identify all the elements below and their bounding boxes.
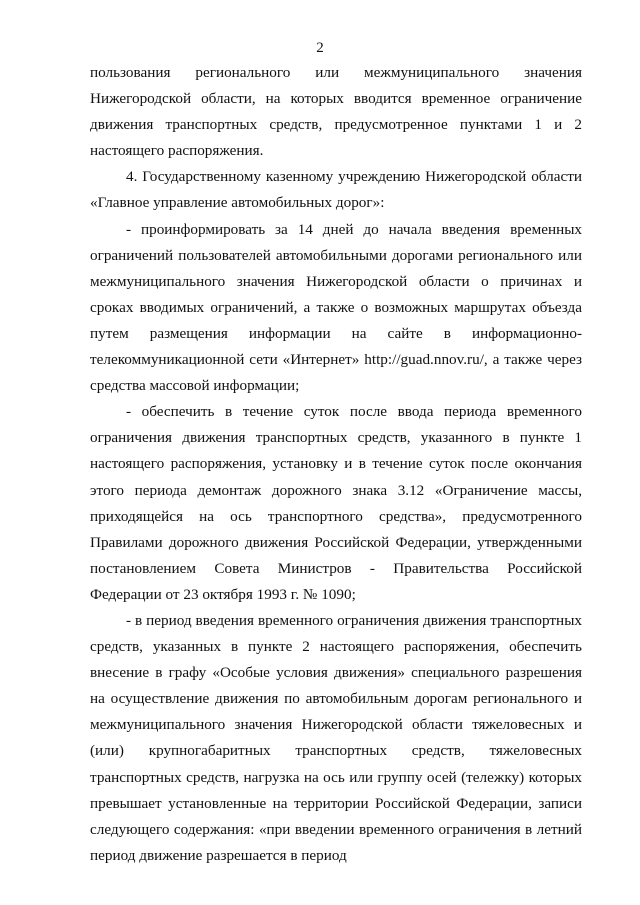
paragraph-item-4: 4. Государственному казенному учреждению Нижегородской области «Главное управление автомобильных дорог»: (90, 168, 582, 212)
page-number: 2 (316, 40, 324, 56)
paragraph-special-permit: - в период введения временного ограничения движения транспортных средств, указанных в пункте 2 настоящего распоряжения, обеспечить внесение в графу «Особые условия движения» специального разрешения на осуществление движения по автомобильным дорогам регионального и межмуниципального значения Нижегородской области тяжеловесных и (или) крупногабаритных транспортных средств, тяжеловесных транспортных средств, нагрузка на ось или группу осей (тележку) которых превышает установленные на территории Российской Федерации, записи следующего содержания: «при введении временного ограничения в летний период движение разрешается в период (90, 611, 582, 864)
paragraph-inform-users: - проинформировать за 14 дней до начала введения временных ограничений пользователей автомобильными дорогами регионального или межмуниципального значения Нижегородской области о причинах и сроках вводимых ограничений, а также о возможных маршрутах объезда путем размещения информации на сайте в информационно-телекоммуникационной сети «Интернет» http://guad.nnov.ru/, а также через средства массовой информации; (90, 220, 582, 395)
paragraph-continuation: пользования регионального или межмуниципального значения Нижегородской области, на которых вводится временное ограничение движения транспортных средств, предусмотренное пунктами 1 и 2 настоящего распоряжения. (90, 64, 582, 160)
document-body (90, 60, 582, 869)
paragraph-road-sign: - обеспечить в течение суток после ввода периода временного ограничения движения транспортных средств, указанного в пункте 1 настоящего распоряжения, установку и в течение суток после окончания этого периода демонтаж дорожного знака 3.12 «Ограничение массы, приходящейся на ось транспортного средства», предусмотренного Правилами дорожного движения Российской Федерации, утвержденными постановлением Совета Министров - Правительства Российской Федерации от 23 октября 1993 г. № 1090; (90, 403, 582, 603)
